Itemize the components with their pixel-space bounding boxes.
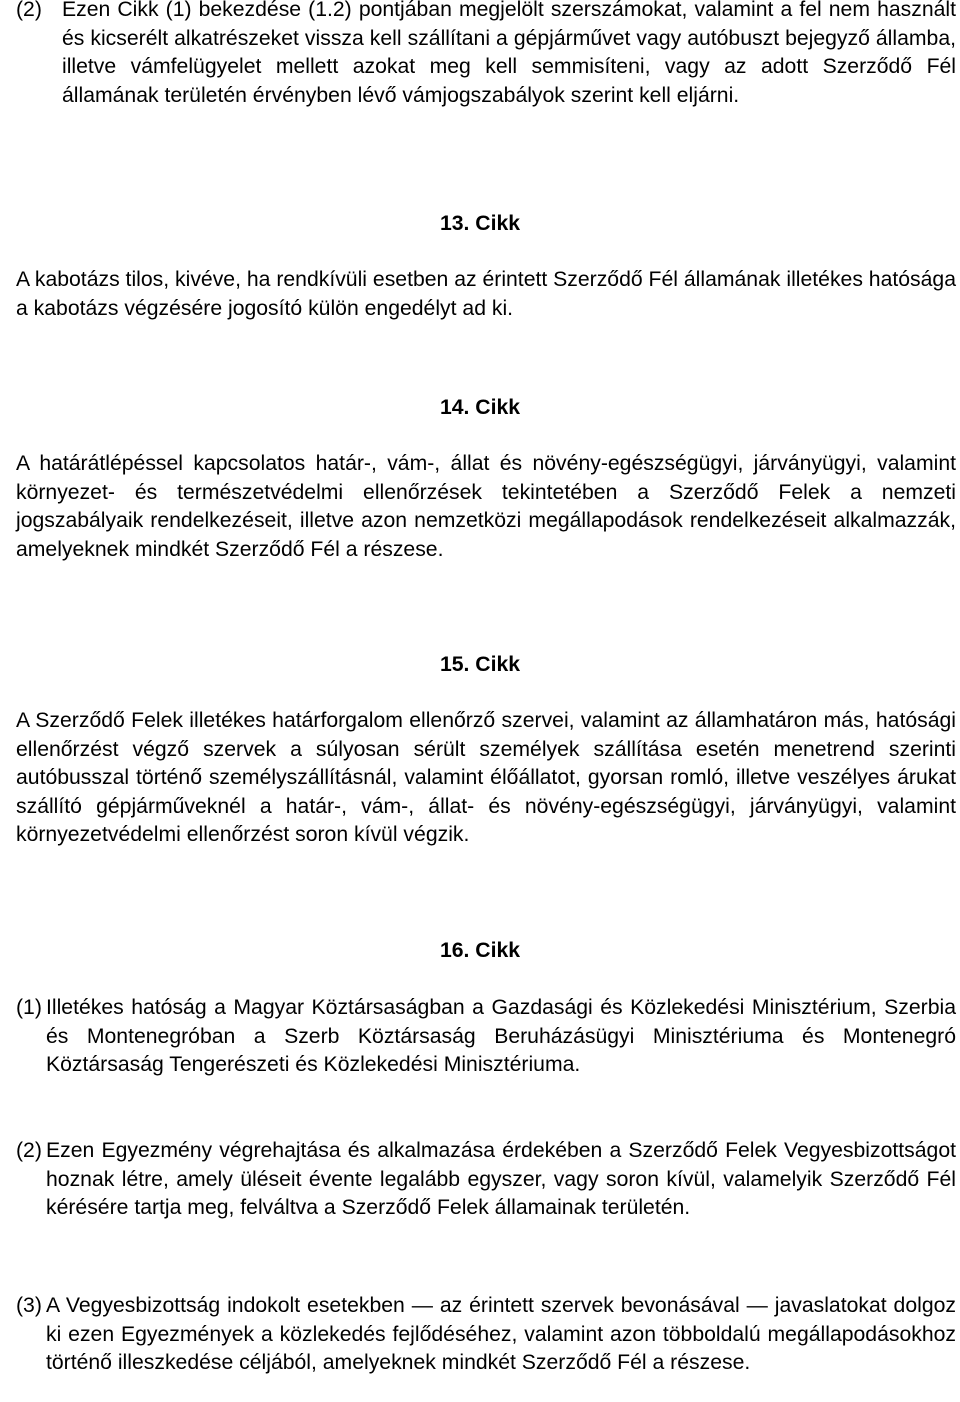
article-14-text: A határátlépéssel kapcsolatos határ-, vám-, állat és növény-egészségügyi, járványügyi, valamint környezet- és természetvédelmi ellenőrzések tekintetében a Szerződő Felek a nemzeti jogszabályaik rendelkezéseit, illetve azon nemzetközi megállapodások rendelkezéseit alkalmazzák, amelyeknek mindkét Szerződő Fél a részese. — [16, 452, 956, 561]
article-15-heading: 15. Cikk — [439, 653, 521, 676]
article-13-heading: 13. Cikk — [439, 212, 521, 235]
article-13-body — [16, 266, 956, 323]
article-15-body — [16, 707, 956, 850]
article-16-heading: 16. Cikk — [439, 939, 521, 962]
paragraph-text: Ezen Cikk (1) bekezdése (1.2) pontjában megjelölt szerszámokat, valamint a fel nem használt és kicserélt alkatrészeket vissza kell szállítani a gépjárművet vagy autóbuszt bejegyző államba, illetve vámfelügyelet mellett azokat meg kell semmisíteni, vagy az adott Szerződő Fél államának területén érvényben lévő vámjogszabályok szerint kell eljárni. — [62, 0, 956, 107]
item-number: (1) — [16, 996, 42, 1019]
article-16-item — [16, 994, 956, 1080]
article-14-heading: 14. Cikk — [439, 396, 521, 419]
article-16-item — [16, 1137, 956, 1223]
intro-paragraph — [16, 0, 956, 110]
item-number: (2) — [16, 1139, 42, 1162]
article-13-text: A kabotázs tilos, kivéve, ha rendkívüli esetben az érintett Szerződő Fél államának illetékes hatósága a kabotázs végzésére jogosító külön engedélyt ad ki. — [16, 268, 956, 320]
item-number: (3) — [16, 1294, 42, 1317]
article-16-item — [16, 1292, 956, 1378]
item-text: Illetékes hatóság a Magyar Köztársaságban a Gazdasági és Közlekedési Minisztérium, Szerbia és Montenegróban a Szerb Köztársaság Beruházásügyi Minisztériuma és Montenegró Köztársaság Tengerészeti és Közlekedési Minisztériuma. — [46, 996, 956, 1077]
paragraph-number: (2) — [16, 0, 42, 21]
item-text: Ezen Egyezmény végrehajtása és alkalmazása érdekében a Szerződő Felek Vegyesbizottságot hoznak létre, amely üléseit évente legalább egyszer, vagy soron kívül, valamelyik Szerződő Fél kérésére tartja meg, felváltva a Szerződő Felek államainak területén. — [46, 1139, 956, 1220]
article-14-body — [16, 450, 956, 564]
article-15-text: A Szerződő Felek illetékes határforgalom ellenőrző szervei, valamint az államhatáron más, hatósági ellenőrzést végző szervek a súlyosan sérült személyek szállítása esetén menetrend szerinti autóbusszal történő személyszállításnál, valamint élőállatot, gyorsan romló, illetve veszélyes árukat szállító gépjárműveknél a határ-, vám-, állat- és növény-egészségügyi, járványügyi, valamint környezetvédelmi ellenőrzést soron kívül végzik. — [16, 709, 956, 847]
item-text: A Vegyesbizottság indokolt esetekben — az érintett szervek bevonásával — javaslatokat dolgoz ki ezen Egyezmények a közlekedés fejlődéséhez, valamint azon többoldalú megállapodásokhoz történő illeszkedése céljából, amelyeknek mindkét Szerződő Fél a részese. — [46, 1294, 956, 1375]
